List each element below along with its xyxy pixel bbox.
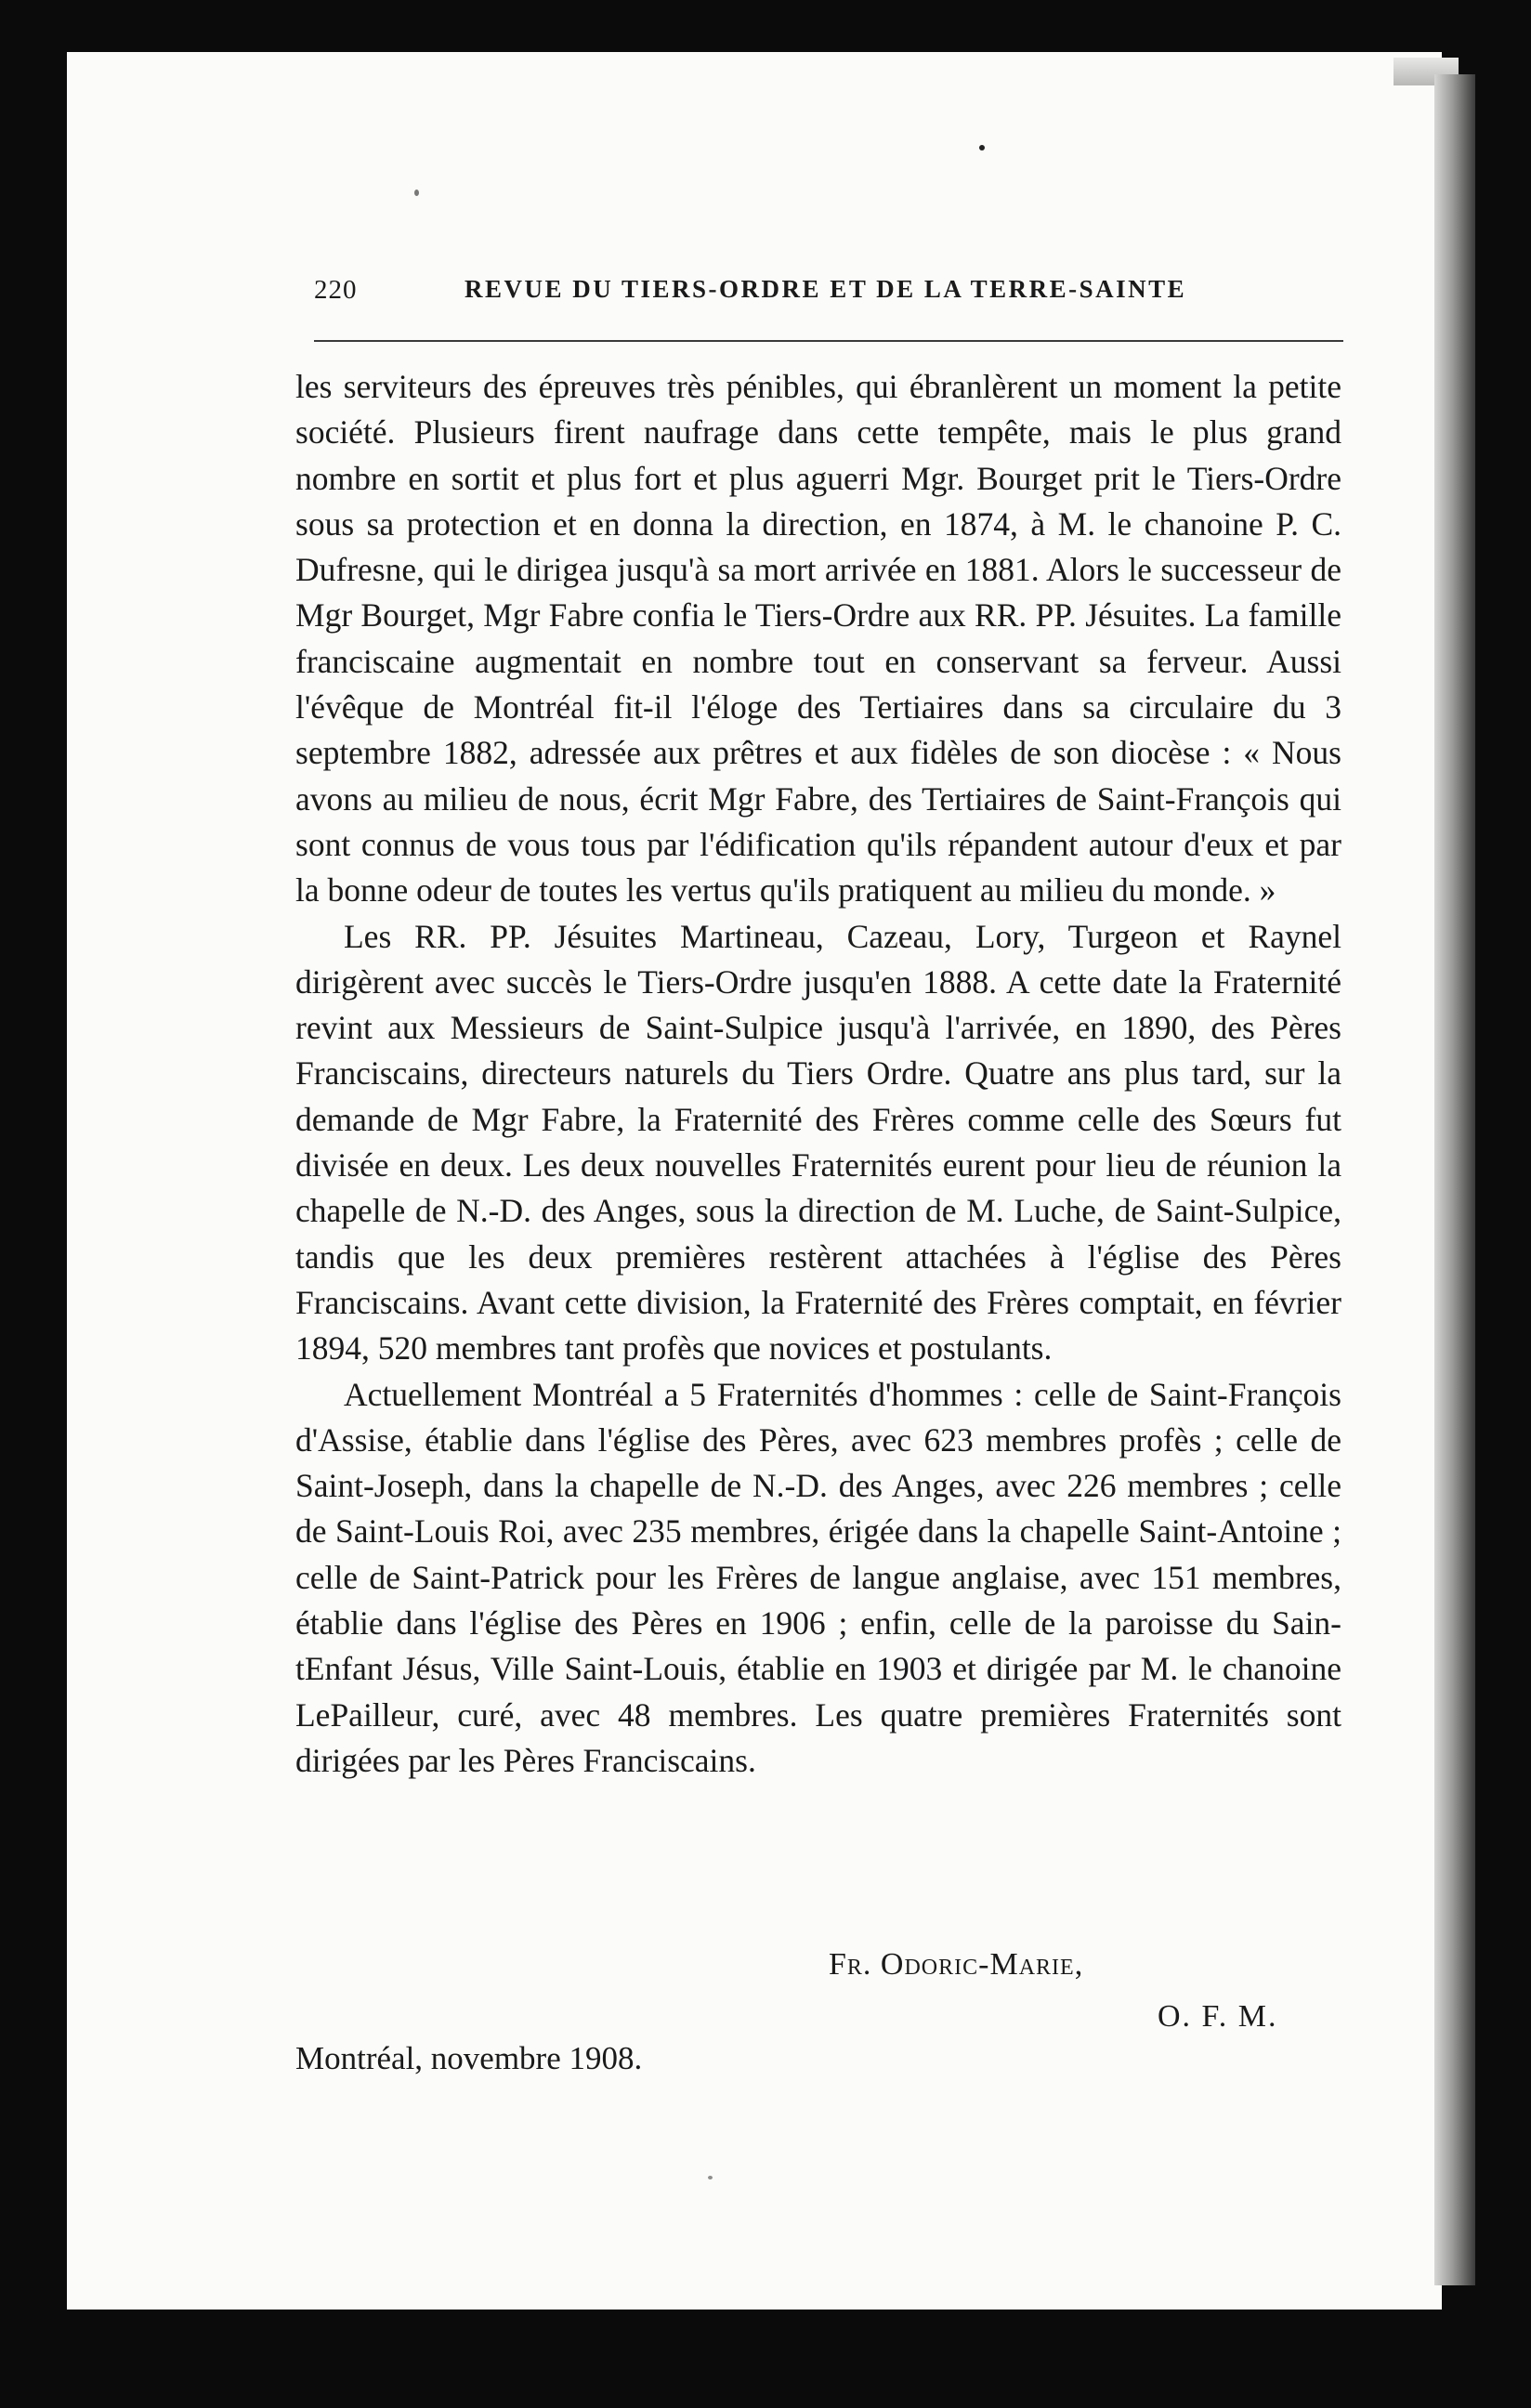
ink-speck [414,190,419,196]
dateline: Montréal, novembre 1908. [295,2040,643,2076]
paragraph: Les RR. PP. Jésuites Martineau, Cazeau, Lory, Turgeon et Raynel dirigèrent avec succès le Tiers-Ordre jusqu'en 1888. A cette date la Fraternité revint aux Messieurs de Saint-Sulpice jusqu'à l'arrivée, en 1890, des Pères Franciscains, directeurs naturels du Tiers Ordre. Quatre ans plus tard, sur la demande de Mgr Fabre, la Fraternité des Frères comme celle des Sœurs fut divisée en deux. Les deux nouvelles Fraternités eurent pour lieu de réunion la chapelle de N.-D. des Anges, sous la direction de M. Luche, de Saint-Sulpice, tandis que les deux premières restèrent attachées à l'église des Pères Franciscains. Avant cette division, la Fraternité des Frères comptait, en février 1894, 520 membres tant profès que novices et postulants. [295,917,1341,1368]
running-title: REVUE DU TIERS-ORDRE ET DE LA TERRE-SAINTE [465,275,1187,303]
running-header [314,275,1345,318]
page-edge-shadow [1434,74,1475,2285]
author-signature: Fr. Odoric-Marie, [829,1947,1084,1982]
ink-speck [979,145,985,150]
paragraph: Actuellement Montréal a 5 Fraternités d'hommes : celle de Saint-François d'Assise, établie dans l'église des Pères, avec 623 membres profès ; celle de Saint-Joseph, dans la chapelle de N.-D. des Anges, avec 226 membres ; celle de Saint-Louis Roi, avec 235 membres, érigée dans la chapelle Saint-Antoine ; celle de Saint-Patrick pour les Frères de langue anglaise, avec 151 membres, établie dans l'église des Pères en 1906 ; enfin, celle de la paroisse du Sain-tEnfant Jésus, Ville Saint-Louis, établie en 1903 et dirigée par M. le chanoine LePailleur, curé, avec 48 membres. Les quatre premières Fraternités sont dirigées par les Pères Franciscains. [295,1375,1341,1779]
ink-speck [708,2176,713,2179]
page-number: 220 [314,275,358,305]
article-body [295,364,1341,1784]
author-order: O. F. M. [1158,1999,1278,2034]
header-rule [314,340,1343,342]
paragraph: les serviteurs des épreuves très pénibles, qui ébranlèrent un moment la petite société. Plusieurs firent naufrage dans cette tempête, mais le plus grand nombre en sortit et plus fort et plus aguerri Mgr. Bourget prit le Tiers-Ordre sous sa protection et en donna la direction, en 1874, à M. le chanoine P. C. Dufresne, qui le dirigea jusqu'à sa mort arrivée en 1881. Alors le successeur de Mgr Bourget, Mgr Fabre confia le Tiers-Ordre aux RR. PP. Jésuites. La famille franciscaine augmentait en nombre tout en conservant sa ferveur. Aussi l'évêque de Montréal fit-il l'éloge des Tertiaires dans sa circulaire du 3 septembre 1882, adressée aux prêtres et aux fidèles de son diocèse : « Nous avons au milieu de nous, écrit Mgr Fabre, des Tertiaires de Saint-François qui sont connus de vous tous par l'édification qu'ils répandent autour d'eux et par la bonne odeur de toutes les vertus qu'ils pratiquent au milieu du monde. » [295,368,1341,910]
